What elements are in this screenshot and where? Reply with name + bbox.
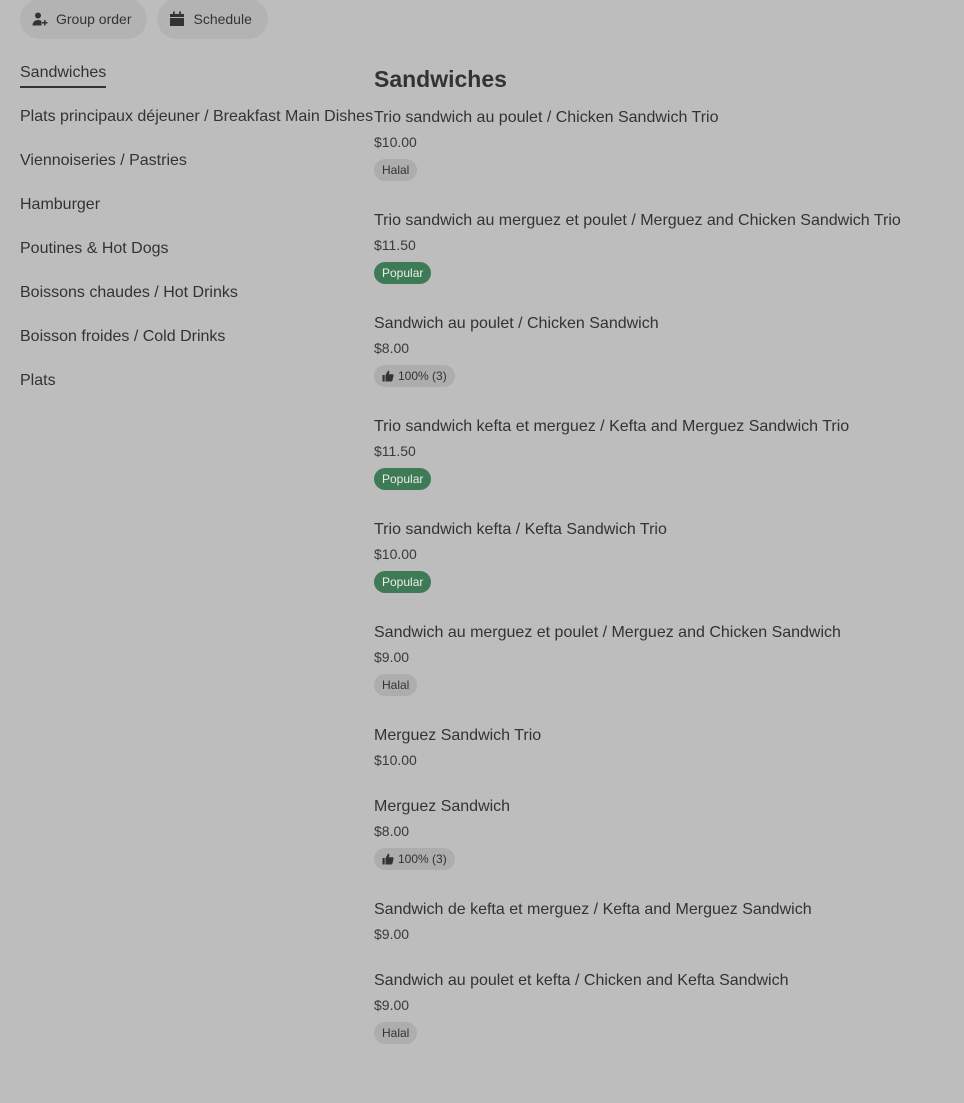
popular-badge <box>374 262 431 284</box>
sidebar-item[interactable] <box>20 62 326 106</box>
schedule-label: Schedule <box>193 11 252 27</box>
menu-item[interactable] <box>374 314 954 387</box>
badge-label: Popular <box>382 266 424 280</box>
menu-item-price: $11.50 <box>374 237 416 253</box>
menu-item[interactable] <box>374 108 954 181</box>
badge-label: Popular <box>382 472 424 486</box>
menu-item[interactable] <box>374 797 954 870</box>
badge-label: Halal <box>382 678 410 692</box>
menu-item-price: $8.00 <box>374 823 410 839</box>
popular-badge <box>374 571 431 593</box>
sidebar-item[interactable] <box>20 326 326 370</box>
menu-item-price: $9.00 <box>374 649 410 665</box>
group-order-button[interactable] <box>20 0 147 39</box>
menu-item-name: Sandwich au poulet et kefta / Chicken and Kefta Sandwich <box>374 972 789 989</box>
sidebar-item-label: Hamburger <box>20 196 101 213</box>
sidebar-item-label: Boissons chaudes / Hot Drinks <box>20 284 238 301</box>
menu-item[interactable] <box>374 623 954 696</box>
badge-label: Popular <box>382 575 424 589</box>
sidebar-item[interactable] <box>20 238 326 282</box>
menu-item[interactable] <box>374 971 954 1044</box>
rating-badge <box>374 365 455 387</box>
category-sidebar <box>20 62 374 414</box>
schedule-button[interactable] <box>157 0 267 39</box>
badge-label: Halal <box>382 1026 410 1040</box>
halal-badge <box>374 1022 417 1044</box>
menu-item-name: Sandwich au merguez et poulet / Merguez and Chicken Sandwich <box>374 624 841 641</box>
top-actions <box>20 0 268 39</box>
sidebar-item[interactable] <box>20 282 326 326</box>
menu-item-price: $8.00 <box>374 340 410 356</box>
menu-item-name: Trio sandwich kefta / Kefta Sandwich Trio <box>374 521 667 538</box>
thumbs-up-icon <box>382 853 398 865</box>
badge-label: 100% (3) <box>398 852 447 866</box>
sidebar-item-label: Viennoiseries / Pastries <box>20 152 187 169</box>
menu-item-price: $10.00 <box>374 546 417 562</box>
popular-badge <box>374 468 431 490</box>
menu-item-price: $9.00 <box>374 926 410 942</box>
menu-item-price: $10.00 <box>374 134 417 150</box>
menu-list <box>374 108 954 1044</box>
halal-badge <box>374 674 417 696</box>
rating-badge <box>374 848 455 870</box>
menu-item-name: Sandwich de kefta et merguez / Kefta and Merguez Sandwich <box>374 901 812 918</box>
menu-item-price: $9.00 <box>374 997 410 1013</box>
menu-item-name: Trio sandwich au merguez et poulet / Merguez and Chicken Sandwich Trio <box>374 212 901 229</box>
section-title: Sandwiches <box>374 66 507 92</box>
menu-item[interactable] <box>374 417 954 490</box>
sidebar-item[interactable] <box>20 370 326 414</box>
menu-item-name: Merguez Sandwich Trio <box>374 727 542 744</box>
sidebar-item[interactable] <box>20 150 326 194</box>
badge-label: 100% (3) <box>398 369 447 383</box>
menu-item-price: $10.00 <box>374 752 417 768</box>
calendar-icon <box>169 11 185 27</box>
menu-item-name: Trio sandwich au poulet / Chicken Sandwich Trio <box>374 109 719 126</box>
sidebar-item-label: Boisson froides / Cold Drinks <box>20 328 226 345</box>
menu-item-price: $11.50 <box>374 443 416 459</box>
sidebar-item-label: Plats <box>20 372 56 389</box>
sidebar-item-label: Poutines & Hot Dogs <box>20 240 169 257</box>
menu-content <box>374 64 954 1074</box>
group-order-label: Group order <box>56 11 132 27</box>
badge-label: Halal <box>382 163 410 177</box>
menu-item-name: Merguez Sandwich <box>374 798 511 815</box>
menu-item[interactable] <box>374 900 954 943</box>
sidebar-item-label: Plats principaux déjeuner / Breakfast Main Dishes <box>20 108 374 125</box>
sidebar-item[interactable] <box>20 106 374 150</box>
sidebar-item-label: Sandwiches <box>20 62 106 88</box>
menu-item[interactable] <box>374 726 954 769</box>
menu-item[interactable] <box>374 520 954 593</box>
halal-badge <box>374 159 417 181</box>
menu-item[interactable] <box>374 211 954 284</box>
menu-item-name: Trio sandwich kefta et merguez / Kefta and Merguez Sandwich Trio <box>374 418 850 435</box>
person-add-icon <box>32 11 48 27</box>
menu-item-name: Sandwich au poulet / Chicken Sandwich <box>374 315 659 332</box>
sidebar-item[interactable] <box>20 194 326 238</box>
thumbs-up-icon <box>382 370 398 382</box>
